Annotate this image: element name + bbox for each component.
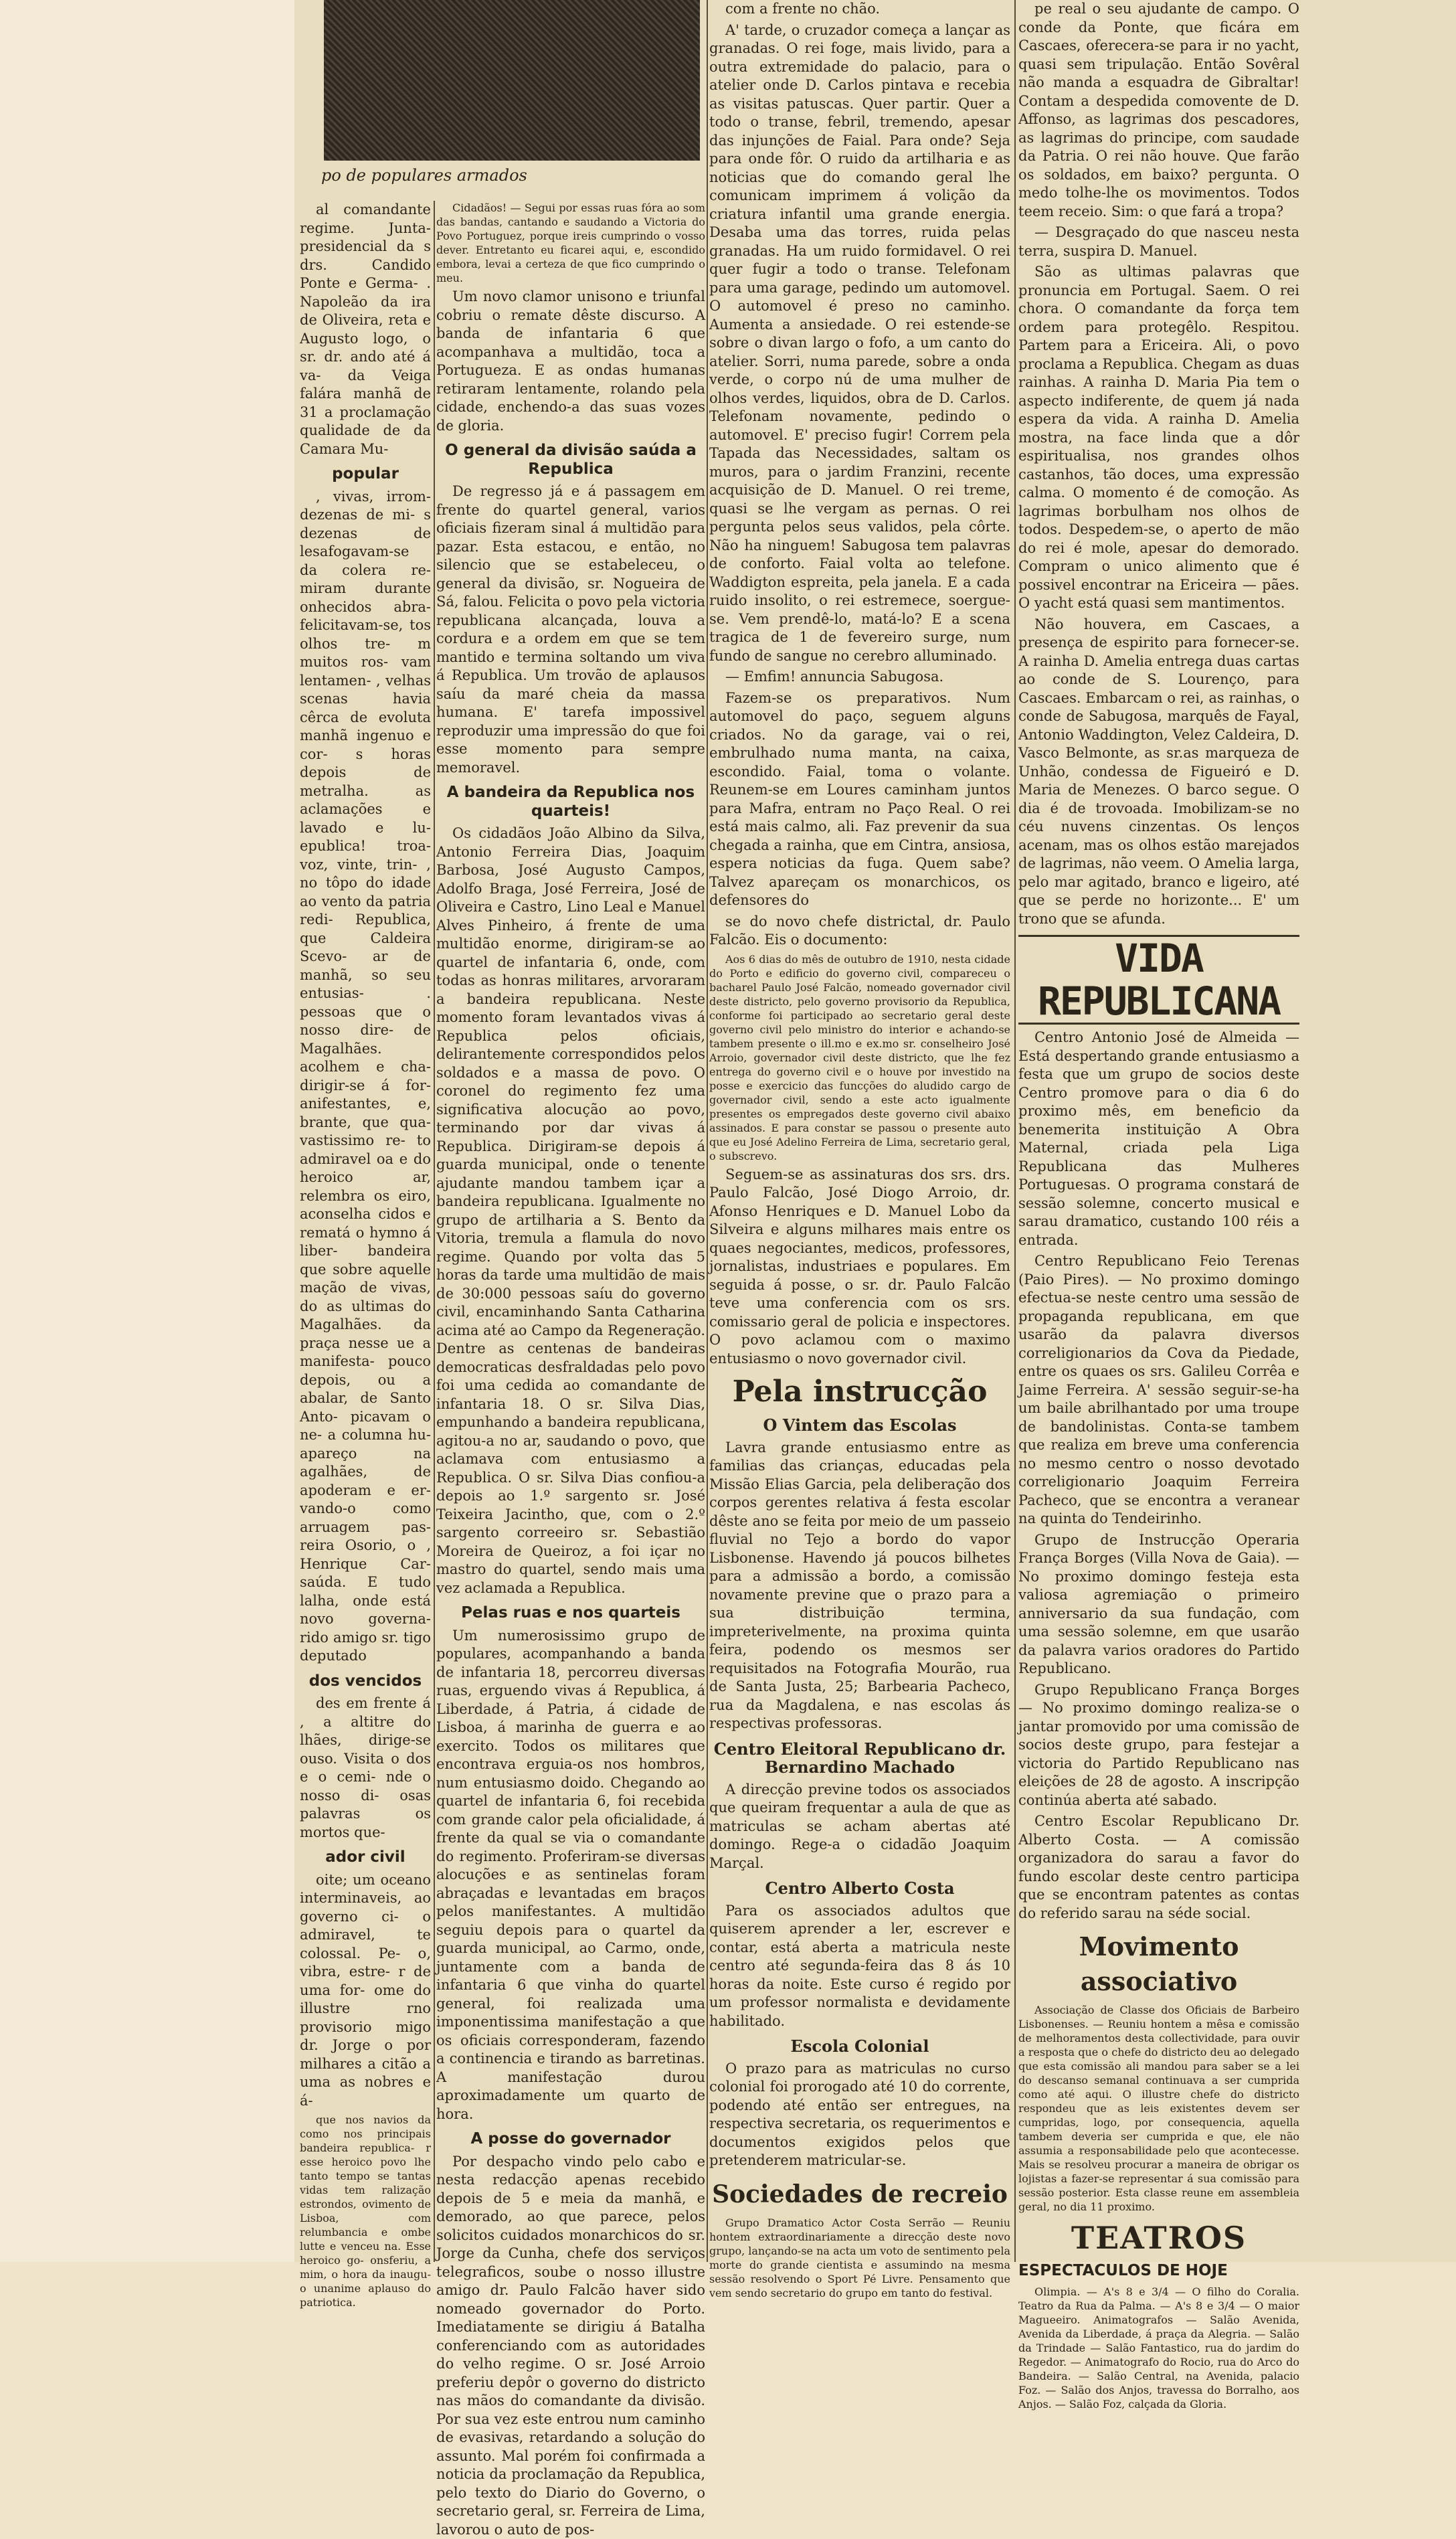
paragraph: — Desgraçado do que nasceu nesta terra, suspira D. Manuel. — [1018, 224, 1299, 260]
section-heading: Movimento associativo — [1018, 1929, 1299, 1999]
paragraph: A' tarde, o cruzador começa a lançar as granadas. O rei foge, mais livido, para a outra extremidade do palacio, para o atelier onde D. Carlos pintava e recebia as visitas patuscas. Quer partir. Quer a todo o transe, febril, tremendo, apesar das injunções de Faial. Para onde? Seja para onde fôr. O ruido da artilharia e as noticias que do comando geral lhe comunicam imprimem á volição da criatura infantil uma grande energia. Desaba uma das torres, ruida pelas granadas. Ha um ruido formidavel. O rei quer fugir a todo o transe. Telefonam para uma garage, pedindo um automovel. O automovel é preso no caminho. Aumenta a ansiedade. O rei estende-se sobre o divan largo o fofo, a um canto do atelier. Sorri, numa parede, sobre a onda verde, o corpo nú de uma mulher de olhos verdes, liquidos, obra de D. Carlos. Telefonam novamente, pedindo o automovel. E' preciso fugir! Correm pela Tapada das Necessidades, saltam os muros, para o jardim Franzini, recente acquisição de D. Manuel. O rei treme, quasi se lhe vergam as pernas. O rei pergunta pelos seus validos, pela côrte. Não ha ninguem! Sabugosa tem palavras de conforto. Faial volta ao telefone. Waddigton espreita, pela janela. E a cada ruido insolito, o rei estremece, soergue-se. Vem prendê-lo, matá-lo? E a scena tragica de 1 de fevereiro surge, num fundo de sangue no cerebro alluminado. — [709, 21, 1010, 666]
section-heading: Pelas ruas e nos quarteis — [436, 1604, 705, 1623]
section-heading: A bandeira da Republica nos quarteis! — [436, 784, 705, 820]
paragraph: De regresso já e á passagem em frente do quartel general, varios oficiais fizeram sinal á multidão para pazar. Esta estacou, e então, no silencio que se estabeleceu, o general da divisão, sr. Nogueira de Sá, falou. Felicita o povo pela victoria republicana alcançada, louva a cordura e a ordem em que se tem mantido e termina soltando um viva á Republica. Um trovão de aplausos saíu da maré cheia da massa humana. E' tarefa impossivel reproduzir uma impressão do que foi esse momento para sempre memoravel. — [436, 483, 705, 777]
photo-caption: po de populares armados — [321, 166, 696, 185]
section-heading: ador civil — [300, 1848, 431, 1867]
paragraph: Olimpia. — A's 8 e 3/4 — O filho do Coralia. Teatro da Rua da Palma. — A's 8 e 3/4 — O maior Magueeiro. Animatografos — Salão Avenida, Avenida da Liberdade, á praça da Alegria. — Salão da Trindade — Salão Fantastico, rua do jardim do Regedor. — Animatografo do Rocio, rua do Arco do Bandeira. — Salão Central, na Avenida, palacio Foz. — Salão dos Anjos, travessa do Borralho, aos Anjos. — Salão Foz, calçada da Gloria. — [1018, 2285, 1299, 2411]
paragraph: Não houvera, em Cascaes, a presença de espirito para fornecer-se. A rainha D. Amelia entrega duas cartas ao conde de S. Lourenço, para Cascaes. Embarcam o rei, as rainhas, o conde de Sabugosa, marquês de Fayal, Antonio Waddington, Velez Caldeira, D. Vasco Belmonte, as sr.as marqueza de Unhão, condessa de Figueiró e D. Maria de Menezes. O barco segue. O dia é de trovoada. Imobilizam-se no céu nuvens cinzentas. Os lenços acenam, mas os olhos estão marejados de lagrimas, não veem. O Amelia larga, pelo mar agitado, branco e ligeiro, até que se perde no horizonte... E' um trono que se afunda. — [1018, 616, 1299, 929]
news-photo — [324, 0, 700, 161]
paragraph: al comandante regime. Junta- presidencial da s drs. Candido Ponte e Germa- . Napoleão da ira de Oliveira, reta e Augusto logo, o sr. dr. ando até á va- da Veiga falára manhã de 31 a proclamação qualidade de da Camara Mu- — [300, 201, 431, 458]
paragraph: A direcção previne todos os associados que queiram frequentar a aula de que as matriculas se acham abertas até domingo. Rege-a o cidadão Joaquim Marçal. — [709, 1781, 1010, 1873]
paragraph: Centro Antonio José de Almeida — Está despertando grande entusiasmo a festa que um grupo de socios deste Centro promove para o dia 6 do proximo mês, em beneficio da benemerita instituição A Obra Maternal, criada pela Liga Republicana das Mulheres Portuguesas. O programa constará de sessão solemne, concerto musical e sarau dramatico, custando 100 réis a entrada. — [1018, 1029, 1299, 1249]
subheading: Escola Colonial — [709, 2037, 1010, 2056]
subheading: O Vintem das Escolas — [709, 1416, 1010, 1435]
paragraph: Grupo Republicano França Borges — No proximo domingo realiza-se o jantar promovido por uma comissão de socios deste grupo, para festejar a victoria do Partido Republicano nas eleições de 28 de agosto. A inscripção continúa aberta até sabado. — [1018, 1681, 1299, 1810]
column-d — [1018, 0, 1299, 2262]
paragraph: São as ultimas palavras que pronuncia em Portugal. Saem. O rei chora. O comandante da força tem ordem para protegêlo. Respitou. Partem para a Ericeira. Ali, o povo proclama a Republica. Chegam as duas rainhas. A rainha D. Maria Pia tem o aspecto indiferente, de quem já nada espera da vida. A rainha D. Amelia mostra, na face linda que a dôr espiritualisa, nos grandes olhos castanhos, tão doces, uma expressão calma. O momento é de comoção. As lagrimas borbulham nos olhos de todos. Despedem-se, o aperto de mão do rei é mole, apesar do demorado. Compram o unico alimento que é possivel encontrar na Ericeira — pães. O yacht está quasi sem mantimentos. — [1018, 263, 1299, 613]
section-heading: VIDA REPUBLICANA — [1018, 935, 1299, 1025]
subheading: ESPECTACULOS DE HOJE — [1018, 2262, 1299, 2281]
paragraph: Os cidadãos João Albino da Silva, Antonio Ferreira Dias, Joaquim Barbosa, José Augusto Campos, Adolfo Braga, José Ferreira, José de Oliveira e Castro, Lino Leal e Manuel Alves Pinheiro, á frente de uma multidão enorme, dirigiram-se ao quartel de infantaria 6, onde, com todas as honras militares, arvoraram a bandeira republicana. Neste momento foram levantados vivas á Republica pelos oficiais, delirantemente correspondidos pelos soldados e a massa de povo. O coronel do regimento fez uma significativa alocução ao povo, terminando por dar vivas á Republica. Dirigiram-se depois á guarda municipal, onde o tenente ajudante mandou tambem içar a bandeira republicana. Igualmente no grupo de artilharia a S. Bento da Vitoria, tremula a flamula do novo regime. Quando por volta das 5 horas da tarde uma multidão de mais de 30:000 pessoas saíu do governo civil, encaminhando Santa Catharina acima até ao Campo da Regeneração. Dentre as centenas de bandeiras democraticas desfraldadas pelo povo foi uma cedida ao comandante de infantaria 18. O sr. Silva Dias, empunhando a bandeira republicana, agitou-a no ar, saudando o povo, que aclamava com entusiasmo a Republica. O sr. Silva Dias confiou-a depois ao 1.º sargento sr. José Teixeira Jacintho, que, com o 2.º sargento correeiro sr. Sebastião Moreira de Queiroz, a foi içar no mastro do quartel, sendo mais uma vez aclamada a Republica. — [436, 824, 705, 1597]
paragraph: Um novo clamor unisono e triunfal cobriu o remate dêste discurso. A banda de infantaria 6 que acompanhava a multidão, toca a Portugueza. E as ondas humanas retiraram lentamente, rolando pela cidade, enchendo-a das suas vozes de gloria. — [436, 288, 705, 435]
section-heading: Sociedades de recreio — [709, 2177, 1010, 2212]
section-heading: A posse do governador — [436, 2130, 705, 2149]
paragraph: Fazem-se os preparativos. Num automovel do paço, seguem alguns criados. No da garage, vai o rei, embrulhado numa manta, na caixa, escondido. Faial, toma o volante. Reunem-se em Loures caminham juntos para Mafra, entram no Paço Real. O rei está mais calmo, ali. Faz prevenir da sua chegada a rainha, que em Cintra, ansiosa, espera noticias da fuga. Quem sabe? Talvez apareçam os monarchicos, os defensores do — [709, 689, 1010, 910]
paragraph: Centro Republicano Feio Terenas (Paio Pires). — No proximo domingo efectua-se neste centro uma sessão de propaganda republicana, em que usarão da palavra diversos correligionarios da Cova da Piedade, entre os quaes os srs. Galileu Corrêa e Jaime Ferreira. A' sessão seguir-se-ha um baile abrilhantado por uma troupe de bandolinistas. Conta-se tambem que realiza em breve uma conferencia no mesmo centro o nosso devotado correligionario Joaquim Ferreira Pacheco, que se encontra a veranear na quinta do Tendeirinho. — [1018, 1252, 1299, 1528]
paragraph: pe real o seu ajudante de campo. O conde da Ponte, que ficára em Cascaes, oferecera-se para ir no yacht, quasi sem tripulação. Então Sovêral não manda a esquadra de Gibraltar! Contam a despedida comovente de D. Affonso, as lagrimas dos pescadores, as lagrimas do principe, com saudade da Patria. O rei não houve. Que farão os soldados, em baixo? pergunta. O medo tolhe-lhe os movimentos. Todos teem receio. Sim: o que fará a tropa? — [1018, 0, 1299, 221]
paragraph: Para os associados adultos que quiserem aprender a ler, escrever e contar, está aberta a matricula neste centro até segunda-feira das 8 ás 10 horas da noite. Este curso é regido por um professor normalista e devidamente habilitado. — [709, 1902, 1010, 2031]
section-heading: dos vencidos — [300, 1672, 431, 1691]
paragraph: que nos navios da como nos principais bandeira republica- r esse heroico povo lhe tanto tempo se tantas vidas tem ralização estrondos, ovimento de Lisboa, com relumbancia e ombe lutte e venceu na. Esse heroico go- onsferiu, a mim, o hora da inaugu- o unanime aplauso do patriotica. — [300, 2113, 431, 2309]
paragraph: Um numerosissimo grupo de populares, acompanhando a banda de infantaria 18, percorreu diversas ruas, erguendo vivas á Republica, á Liberdade, á Patria, á cidade de Lisboa, á marinha de guerra e ao exercito. Todos os militares que encontrava erguia-os nos hombros, num entusiasmo doido. Chegando ao quartel de infantaria 6, foi recebida com grande calor pela oficialidade, á frente da qual se via o comandante do regimento. Proferiram-se diversas alocuções e as sentinelas foram abraçadas e levantadas em braços pelos manifestantes. A multidão seguiu depois para o quartel da guarda municipal, ao Carmo, onde, juntamente com a banda de infantaria 6 que vinha do quartel general, foi realizada uma imponentissima manifestação a que os oficiais corresponderam, fazendo a continencia e tirando as barretinas. A manifestação durou aproximadamente um quarto de hora. — [436, 1627, 705, 2124]
column-b — [436, 201, 705, 2262]
paragraph: des em frente á , a altitre do lhães, dirige-se ouso. Visita o dos e o cemi- nde o nosso di- osas palavras os mortos que- — [300, 1694, 431, 1842]
paragraph: Seguem-se as assinaturas dos srs. drs. Paulo Falcão, José Diogo Arroio, dr. Afonso Henriques e D. Manuel Lobo da Silveira e alguns milhares mais entre os quaes negociantes, medicos, professores, jornalistas, industriaes e populares. Em seguida á posse, o sr. dr. Paulo Falcão teve uma conferencia com os srs. comissario geral de policia e inspectores. O povo aclamou com o maximo entusiasmo o novo governador civil. — [709, 1166, 1010, 1369]
paragraph: oite; um oceano interminaveis, ao governo ci- o admiravel, te colossal. Pe- o, vibra, estre- r de uma for- ome do illustre rno provisorio migo dr. Jorge o por milhares a citão a uma as nobres e á- — [300, 1871, 431, 2111]
quote-paragraph: Cidadãos! — Segui por essas ruas fóra ao som das bandas, cantando e saudando a Victoria do Povo Portuguez, porque ireis cumprindo o vosso dever. Entretanto eu ficarei aqui, e, escondido embora, levai a certeza de que fico cumprindo o meu. — [436, 201, 705, 285]
column-a — [300, 201, 431, 2262]
subheading: Centro Alberto Costa — [709, 1879, 1010, 1898]
paragraph: O prazo para as matriculas no curso colonial foi prorogado até 10 do corrente, podendo até então ser entregues, na respectiva secretaria, os requerimentos e documentos exigidos pelos que pretenderem matricular-se. — [709, 2060, 1010, 2170]
page-margin — [0, 0, 294, 2262]
section-heading: popular — [300, 465, 431, 484]
paragraph: Grupo de Instrucção Operaria França Borges (Villa Nova de Gaia). — No proximo domingo festeja esta valiosa agremiação o primeiro anniversario da sua fundação, com uma sessão solemne, em que usarão da palavra varios oradores do Partido Republicano. — [1018, 1531, 1299, 1678]
column-rule — [707, 0, 708, 2262]
paragraph: Lavra grande entusiasmo entre as familias das crianças, educadas pela Missão Elias Garcia, pela deliberação dos corpos gerentes relativa á festa escolar dêste ano se feita por meio de um passeio fluvial no Tejo a bordo do vapor Lisbonense. Havendo já poucos bilhetes para a admissão a bordo, a comissão novamente previne que o prazo para a sua distribuição termina, impreterivelmente, na proxima quinta feira, podendo os mesmos ser requisitados na Fotografia Mourão, rua de Santa Justa, 25; Barbearia Pacheco, rua da Magdalena, e nas escolas ás respectivas professoras. — [709, 1439, 1010, 1733]
paragraph: , vivas, irrom- dezenas de mi- s dezenas de lesafogavam-se da colera re- miram durante onhecidos abra- felicitavam-se, tos olhos tre- m muitos ros- vam lentamen- , velhas scenas havia cêrca de evoluta manhã ingenuo e cor- s horas depois de metralha. as aclamações e lavado e lu- epublica! troa- voz, vinte, trin- , no tôpo do idade ao vento da patria redi- Republica, que Caldeira Scevo- ar de manhã, so seu entusias- . pessoas que o nosso dire- de Magalhães. acolhem e cha- dirigir-se á for- anifestantes, e, brante, que qua- vastissimo re- to admiravel oa e do heroico ar, relembra os eiro, aconselha cidos e rematá o hymno á liber- bandeira que sobre aquelle mação de vivas, do as ultimas do Magalhães. da praça nesse ue a manifesta- pouco depois, ou a abalar, de Santo Anto- picavam o ne- a columna hu- apareço na agalhães, de apoderam e er- vando-o como arruagem pas- reira Osorio, o , Henrique Car- saúda. E tudo lalha, onde está novo governa- rido amigo sr. tigo deputado — [300, 488, 431, 1666]
paragraph: Grupo Dramatico Actor Costa Serrão — Reuniu hontem extraordinariamente a direcção deste novo grupo, lançando-se na acta um voto de sentimento pela morte do grande cientista e assumindo na mesma sessão resolvendo o Sport Pé Livre. Pensamento que vem sendo secretario do grupo em tanto do festival. — [709, 2216, 1010, 2300]
column-rule — [1014, 0, 1016, 2262]
section-heading: Pela instrucção — [709, 1375, 1010, 1409]
subheading: Centro Eleitoral Republicano dr. Bernardino Machado — [709, 1740, 1010, 1777]
paragraph: se do novo chefe districtal, dr. Paulo Falcão. Eis o documento: — [709, 913, 1010, 950]
paragraph: com a frente no chão. — [709, 0, 1010, 19]
section-heading: TEATROS — [1018, 2220, 1299, 2255]
document-quote: Aos 6 dias do mês de outubro de 1910, nesta cidade do Porto e edificio do governo civil, compareceu o bacharel Paulo José Falcão, nomeado governador civil deste districto, pelo governo provisorio da Republica, conforme foi participado ao secretario geral deste governo civil pelo ministro do interior e achando-se tambem presente o ill.mo e ex.mo sr. conselheiro José Arroio, governador civil deste districto, que lhe fez entrega do governo civil e o houve por investido na posse e exercicio das funcções do aludido cargo de governador civil, sendo a este acto igualmente presentes os empregados deste governo civil abaixo assinados. E para constar se passou o presente auto que eu José Adelino Ferreira de Lima, secretario geral, o subscrevo. — [709, 952, 1010, 1163]
column-c — [709, 0, 1010, 2262]
paragraph: Centro Escolar Republicano Dr. Alberto Costa. — A comissão organizadora do sarau a favor do fundo escolar deste centro participa que se encontram patentes as contas do referido sarau na séde social. — [1018, 1812, 1299, 1923]
paragraph: Associação de Classe dos Oficiais de Barbeiro Lisbonenses. — Reuniu hontem a mêsa e comissão de melhoramentos desta collectividade, para ouvir a resposta que o chefe do districto deu ao delegado que esta comissão ali mandou para saber se a lei do descanso semanal continuava a ser cumprida como até aqui. O illustre chefe do districto respondeu que as leis existentes devem ser cumpridas, logo, por consequencia, aquella tambem deveria ser cumprida e que, ele não assumia a responsabilidade pelo que acontecesse. Mais se resolveu procurar a maneira de obrigar os lojistas a fazer-se representar á sua comissão para sessão posterior. Esta classe reune em assembleia geral, no dia 11 proximo. — [1018, 2003, 1299, 2214]
paragraph: — Emfim! annuncia Sabugosa. — [709, 668, 1010, 687]
section-heading: O general da divisão saúda a Republica — [436, 442, 705, 478]
paragraph: Por despacho vindo pelo cabo e nesta redacção apenas recebido depois de 5 e meia da manhã, e demorado, ao que parece, pelos solicitos cuidados monarchicos do sr. Jorge da Cunha, chefe dos serviços telegraficos, soube o nosso illustre amigo dr. Paulo Falcão haver sido nomeado governador do Porto. Imediatamente se dirigiu á Batalha conferenciando com as autoridades do velho regime. O sr. José Arroio preferiu depôr o governo do districto nas mãos do comandante da divisão. Por sua vez este entrou num caminho de evasivas, retardando a solução do assunto. Mal porém foi confirmada a noticia da proclamação da Republica, pelo texto do Diario do Governo, o secretario geral, sr. Ferreira de Lima, lavorou o auto de pos- — [436, 2153, 705, 2539]
column-rule — [434, 201, 435, 2262]
